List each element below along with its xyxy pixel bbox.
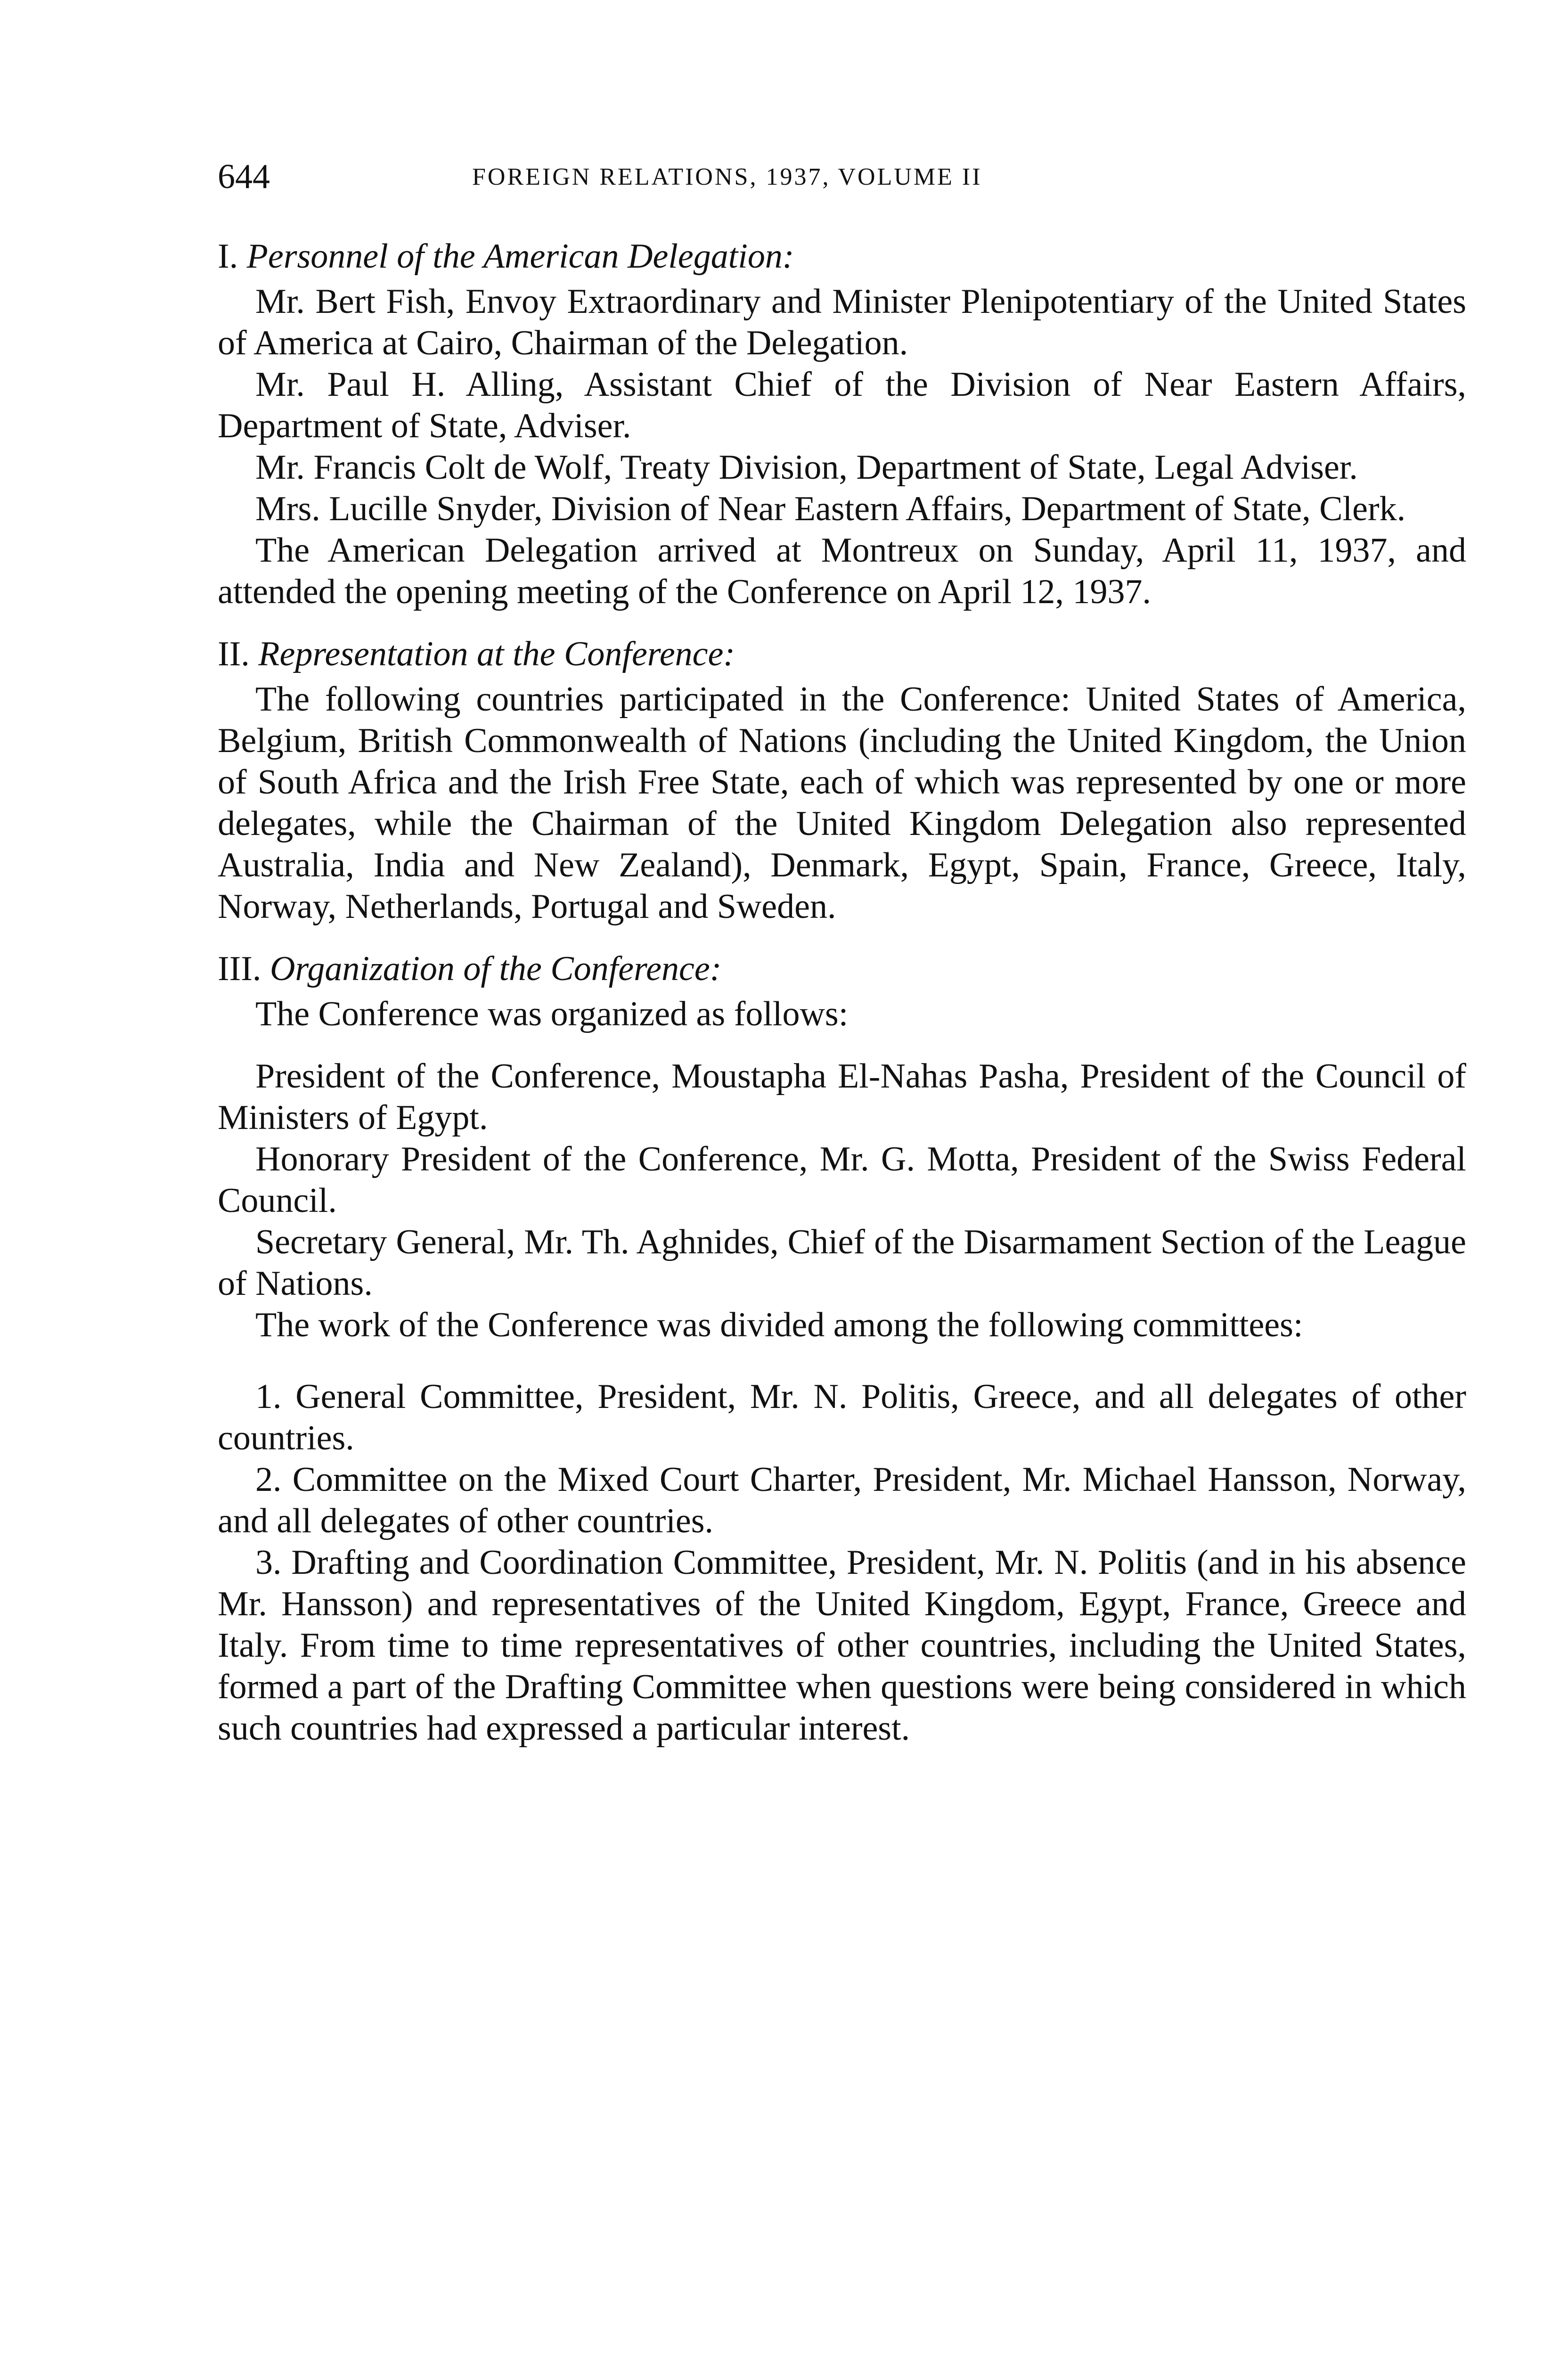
delegation-list [218,281,1466,530]
delegate-entry: Mr. Francis Colt de Wolf, Treaty Division, Department of State, Legal Adviser. [255,448,1358,487]
section-heading-personnel [218,236,1466,277]
officers-list [218,1055,1466,1304]
section-heading-organization [218,948,1466,990]
section-numeral: III. [218,949,261,988]
section-title: Organization of the Conference: [270,949,722,988]
organization-intro: The Conference was organized as follows: [255,995,849,1033]
running-head: FOREIGN RELATIONS, 1937, VOLUME II [472,164,982,190]
delegate-entry: Mr. Paul H. Alling, Assistant Chief of the Division of Near Eastern Affairs, Department of State, Adviser. [218,365,1466,445]
section-numeral: II. [218,635,250,673]
delegate-entry: Mr. Bert Fish, Envoy Extraordinary and Minister Plenipotentiary of the United States of America at Cairo, Chairman of the Delegation. [218,282,1466,362]
committee-entry: 1. General Committee, President, Mr. N. Politis, Greece, and all delegates of other countries. [218,1377,1466,1457]
section-title: Personnel of the American Delegation: [246,237,794,276]
committees-list [218,1376,1466,1749]
section-title: Representation at the Conference: [258,635,735,673]
committees-intro: The work of the Conference was divided among the following committees: [255,1306,1303,1344]
page-header [218,155,1466,198]
page-body [218,236,1466,1749]
officer-entry: President of the Conference, Moustapha El-Nahas Pasha, President of the Council of Ministers of Egypt. [218,1057,1466,1137]
section-numeral: I. [218,237,238,276]
committee-entry: 3. Drafting and Coordination Committee, President, Mr. N. Politis (and in his absence Mr. Hansson) and representatives of the United Kingdom, Egypt, France, Greece and Italy. From time to time representatives of other countries, including the United States, formed a part of the Drafting Committee when questions were being considered in which such countries had expressed a particular interest. [218,1543,1466,1748]
participants-paragraph: The following countries participated in the Conference: United States of America, Belgium, British Commonwealth of Nations (including the United Kingdom, the Union of South Africa and the Irish Free State, each of which was represented by one or more delegates, while the Chairman of the United Kingdom Delegation also represented Australia, India and New Zealand), Denmark, Egypt, Spain, France, Greece, Italy, Norway, Netherlands, Portugal and Sweden. [218,680,1466,926]
arrival-paragraph: The American Delegation arrived at Montreux on Sunday, April 11, 1937, and attended the opening meeting of the Conference on April 12, 1937. [218,531,1466,611]
officer-entry: Honorary President of the Conference, Mr. G. Motta, President of the Swiss Federal Council. [218,1140,1466,1220]
committee-entry: 2. Committee on the Mixed Court Charter, President, Mr. Michael Hansson, Norway, and all delegates of other countries. [218,1460,1466,1540]
officer-entry: Secretary General, Mr. Th. Aghnides, Chief of the Disarmament Section of the League of Nations. [218,1223,1466,1303]
section-heading-representation [218,633,1466,675]
page-number: 644 [218,157,270,196]
delegate-entry: Mrs. Lucille Snyder, Division of Near Eastern Affairs, Department of State, Clerk. [255,490,1406,528]
